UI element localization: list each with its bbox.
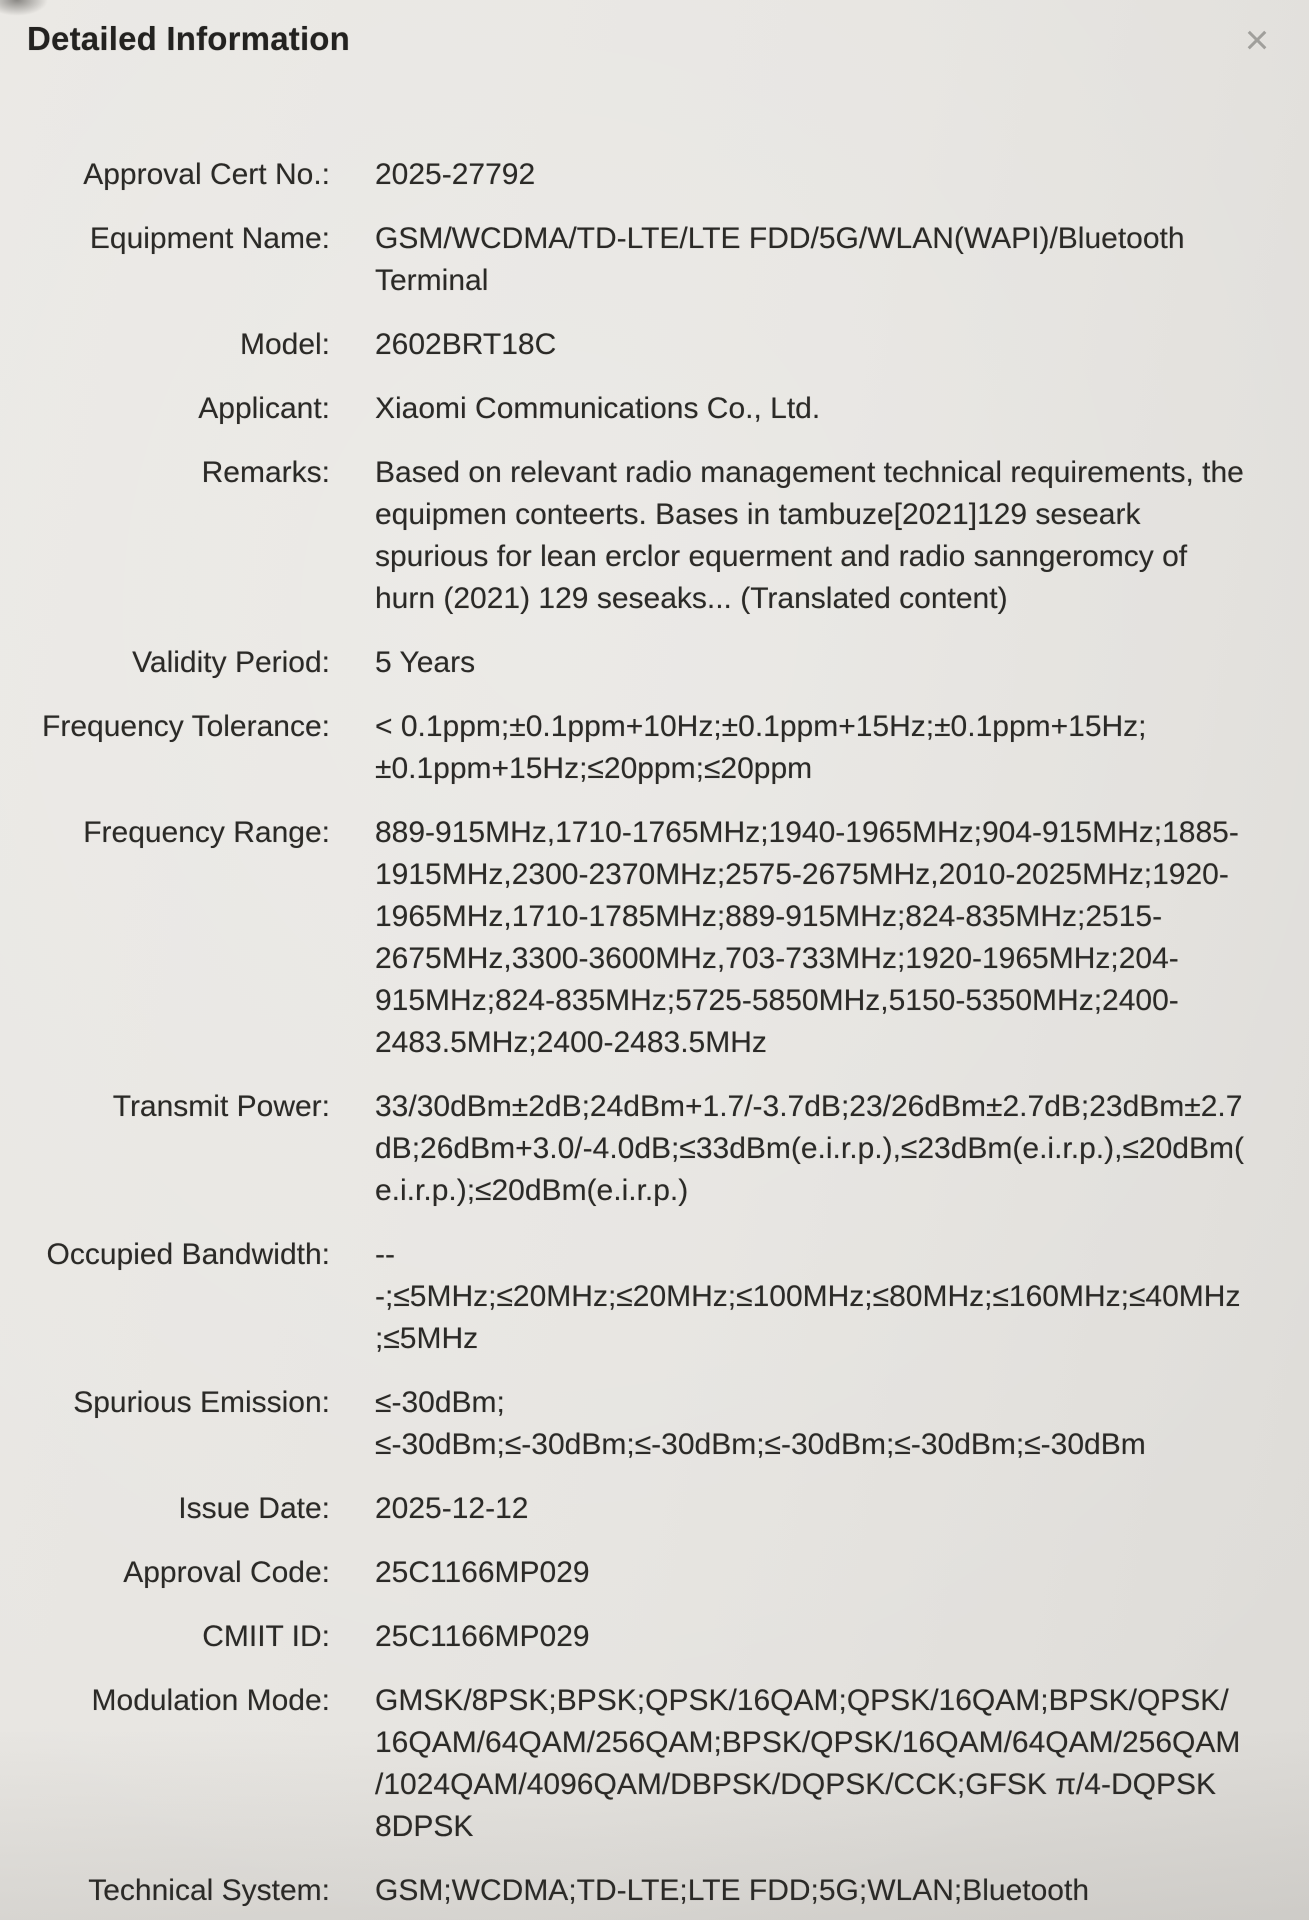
field-label: Technical System: (88, 1874, 330, 1907)
field-label: Approval Code: (123, 1556, 330, 1589)
field-row (0, 452, 1309, 620)
field-value: GSM;WCDMA;TD-LTE;LTE FDD;5G;WLAN;Bluetooth (375, 1874, 1090, 1907)
field-row (0, 1616, 1309, 1658)
field-row (0, 1870, 1309, 1912)
field-row (0, 642, 1309, 684)
field-value: 2602BRT18C (375, 328, 557, 361)
field-label: Issue Date: (178, 1492, 330, 1525)
field-row (0, 218, 1309, 302)
field-label: Model: (239, 328, 330, 361)
field-value: 25C1166MP029 (375, 1620, 590, 1653)
field-row (0, 812, 1309, 1064)
close-icon[interactable]: × (1244, 16, 1270, 63)
field-row (0, 1382, 1309, 1466)
dialog-title: Detailed Information (27, 20, 351, 57)
field-value: < 0.1ppm;±0.1ppm+10Hz;±0.1ppm+15Hz;±0.1ppm+15Hz;±0.1ppm+15Hz;≤20ppm;≤20ppm (375, 710, 1147, 785)
field-label: Remarks: (201, 456, 330, 489)
field-value: GSM/WCDMA/TD-LTE/LTE FDD/5G/WLAN(WAPI)/Bluetooth Terminal (375, 222, 1185, 297)
field-label: Frequency Range: (83, 816, 330, 849)
field-value: Xiaomi Communications Co., Ltd. (375, 392, 821, 425)
field-value: ---;≤5MHz;≤20MHz;≤20MHz;≤100MHz;≤80MHz;≤160MHz;≤40MHz;≤5MHz (375, 1238, 1241, 1355)
field-row (0, 1680, 1309, 1848)
field-label: Transmit Power: (112, 1090, 330, 1123)
field-value: ≤-30dBm; ≤-30dBm;≤-30dBm;≤-30dBm;≤-30dBm;≤-30dBm;≤-30dBm (375, 1386, 1146, 1461)
field-row (0, 1234, 1309, 1360)
field-row (0, 1488, 1309, 1530)
field-label: Occupied Bandwidth: (46, 1238, 330, 1271)
field-row (0, 324, 1309, 366)
field-row (0, 1552, 1309, 1594)
field-value: 889-915MHz,1710-1765MHz;1940-1965MHz;904-915MHz;1885-1915MHz,2300-2370MHz;2575-2675MHz,2010-2025MHz;1920-1965MHz,1710-1785MHz;889-915MHz;824-835MHz;2515-2675MHz,3300-3600MHz,703-733MHz;1920-1965MHz;204-915MHz;824-835MHz;5725-5850MHz,5150-5350MHz;2400-2483.5MHz;2400-2483.5MHz (375, 816, 1239, 1059)
field-value: GMSK/8PSK;BPSK;QPSK/16QAM;QPSK/16QAM;BPSK/QPSK/16QAM/64QAM/256QAM;BPSK/QPSK/16QAM/64QAM/256QAM/1024QAM/4096QAM/DBPSK/DQPSK/CCK;GFSK π/4-DQPSK 8DPSK (375, 1684, 1241, 1843)
field-value: Based on relevant radio management technical requirements, the equipmen conteerts. Bases in tambuze[2021]129 seseark spurious for lean erclor equerment and radio sanngeromcy of hurn (2021) 129 seseaks... (Translated content) (375, 456, 1244, 615)
field-label: Frequency Tolerance: (42, 710, 330, 743)
field-row (0, 706, 1309, 790)
field-value: 2025-12-12 (375, 1492, 529, 1525)
field-label: Equipment Name: (89, 222, 330, 255)
field-label: Modulation Mode: (91, 1684, 330, 1717)
field-list (0, 154, 1309, 1912)
field-row (0, 154, 1309, 196)
field-row (0, 1086, 1309, 1212)
field-value: 33/30dBm±2dB;24dBm+1.7/-3.7dB;23/26dBm±2.7dB;23dBm±2.7dB;26dBm+3.0/-4.0dB;≤33dBm(e.i.r.p.),≤23dBm(e.i.r.p.),≤20dBm(e.i.r.p.);≤20dBm(e.i.r.p.) (375, 1090, 1244, 1207)
field-value: 5 Years (375, 646, 476, 679)
dialog-header (0, 16, 1309, 84)
field-row (0, 388, 1309, 430)
field-label: CMIIT ID: (202, 1620, 330, 1653)
field-label: Approval Cert No.: (83, 158, 330, 191)
field-value: 25C1166MP029 (375, 1556, 590, 1589)
field-label: Applicant: (198, 392, 330, 425)
field-label: Spurious Emission: (73, 1386, 330, 1419)
field-value: 2025-27792 (375, 158, 536, 191)
field-label: Validity Period: (132, 646, 330, 679)
